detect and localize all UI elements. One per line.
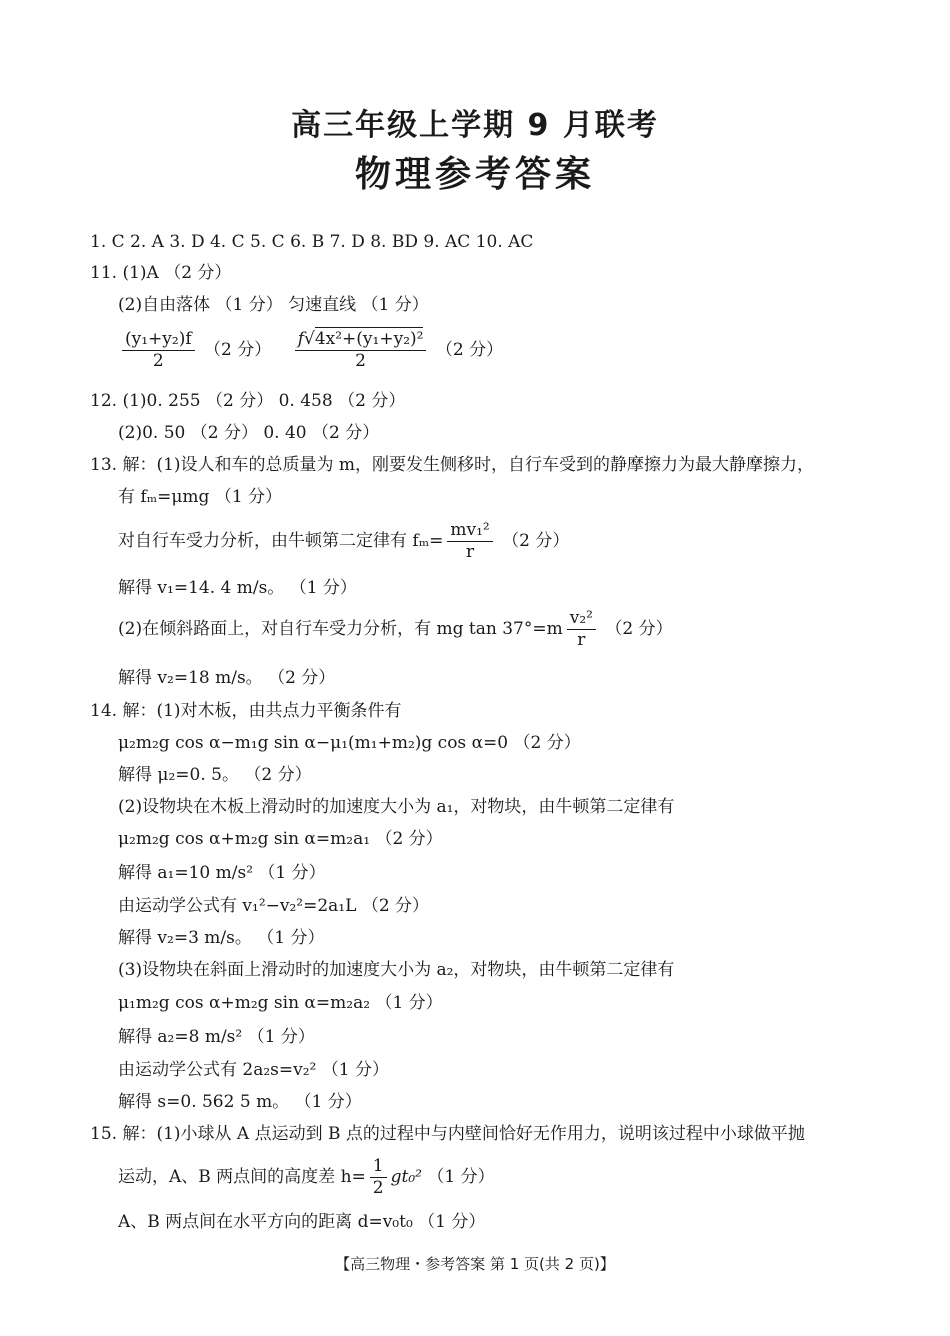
page-footer: 【高三物理・参考答案 第 1 页(共 2 页)】 bbox=[335, 1255, 615, 1273]
q13-frac2-denominator: r bbox=[577, 630, 586, 650]
q14-line12: 由运动学公式有 2a₂s=v₂² （1 分） bbox=[118, 1060, 389, 1080]
q11-line1: 11. (1)A （2 分） bbox=[90, 263, 232, 283]
q13-frac1-denominator: r bbox=[465, 542, 475, 562]
q13-line5-score: （2 分） bbox=[605, 619, 673, 639]
q15-line3: A、B 两点间在水平方向的距离 d=v₀t₀ （1 分） bbox=[118, 1212, 486, 1232]
q11-frac2-prefix: f bbox=[297, 329, 304, 349]
q13-line1: 13. 解：(1)设人和车的总质量为 m，刚要发生侧移时，自行车受到的静摩擦力为最大静摩擦力， bbox=[90, 455, 815, 475]
q13-line2: 有 fₘ=μmg （1 分） bbox=[118, 487, 283, 507]
q14-line13: 解得 s=0. 562 5 m。 （1 分） bbox=[118, 1092, 362, 1112]
q15-line2-tail: gt₀² bbox=[390, 1167, 422, 1187]
q15-line1: 15. 解：(1)小球从 A 点运动到 B 点的过程中与内壁间恰好无作用力，说明该过程中小球做平抛 bbox=[90, 1124, 805, 1144]
answer-key-title: 物理参考答案 bbox=[354, 154, 595, 195]
q13-line4: 解得 v₁=14. 4 m/s。 （1 分） bbox=[118, 578, 357, 598]
q15-frac-numerator: 1 bbox=[370, 1158, 387, 1178]
q11-frac1-denominator: 2 bbox=[152, 351, 164, 371]
q12-line2: (2)0. 50 （2 分） 0. 40 （2 分） bbox=[118, 423, 380, 443]
q13-fraction-2 bbox=[567, 610, 596, 649]
q14-line6: 解得 a₁=10 m/s² （1 分） bbox=[118, 863, 326, 883]
q13-frac1-numerator: mv₁² bbox=[447, 522, 492, 542]
q12-line1: 12. (1)0. 255 （2 分） 0. 458 （2 分） bbox=[90, 391, 406, 411]
q14-line2: μ₂m₂g cos α−m₁g sin α−μ₁(m₁+m₂)g cos α=0 （2 分） bbox=[118, 733, 581, 753]
q11-frac2-denominator: 2 bbox=[355, 351, 366, 371]
q14-line1: 14. 解：(1)对木板，由共点力平衡条件有 bbox=[90, 701, 402, 721]
q14-line7: 由运动学公式有 v₁²−v₂²=2a₁L （2 分） bbox=[118, 896, 430, 916]
q11-fraction-1 bbox=[122, 331, 195, 370]
multiple-choice-answers: 1. C 2. A 3. D 4. C 5. C 6. B 7. D 8. BD 9. AC 10. AC bbox=[90, 232, 534, 252]
q11-fraction-row bbox=[118, 331, 503, 370]
q13-frac2-numerator: v₂² bbox=[567, 610, 596, 630]
q14-line10: μ₁m₂g cos α+m₂g sin α=m₂a₂ （1 分） bbox=[118, 993, 443, 1013]
q13-line5 bbox=[118, 610, 673, 649]
q14-line5: μ₂m₂g cos α+m₂g sin α=m₂a₁ （2 分） bbox=[118, 829, 443, 849]
q14-line9: (3)设物块在斜面上滑动时的加速度大小为 a₂，对物块，由牛顿第二定律有 bbox=[118, 960, 675, 980]
q11-frac2-score: （2 分） bbox=[435, 340, 504, 360]
q15-line2-score: （1 分） bbox=[427, 1167, 495, 1187]
q14-line4: (2)设物块在木板上滑动时的加速度大小为 a₁，对物块，由牛顿第二定律有 bbox=[118, 797, 675, 817]
q13-fraction-1 bbox=[447, 522, 492, 561]
q14-line11: 解得 a₂=8 m/s² （1 分） bbox=[118, 1027, 315, 1047]
q11-frac2-numerator: f√4x²+(y₁+y₂)² bbox=[295, 331, 427, 351]
q13-line6: 解得 v₂=18 m/s。 （2 分） bbox=[118, 668, 336, 688]
exam-title: 高三年级上学期 9 月联考 bbox=[291, 108, 659, 143]
q14-line8: 解得 v₂=3 m/s。 （1 分） bbox=[118, 928, 325, 948]
q15-fraction-half bbox=[370, 1158, 387, 1197]
q11-frac1-numerator: (y₁+y₂)f bbox=[122, 331, 195, 351]
q11-frac1-score: （2 分） bbox=[204, 340, 272, 360]
q13-line3 bbox=[118, 522, 569, 561]
q11-frac2-radicand: 4x²+(y₁+y₂)² bbox=[314, 329, 424, 349]
q14-line3: 解得 μ₂=0. 5。 （2 分） bbox=[118, 765, 312, 785]
q11-line2: (2)自由落体 （1 分） 匀速直线 （1 分） bbox=[118, 295, 429, 315]
q15-line2 bbox=[118, 1158, 495, 1197]
q11-fraction-2 bbox=[295, 331, 427, 370]
q15-line2-text: 运动，A、B 两点间的高度差 h= bbox=[118, 1167, 366, 1187]
q13-line5-text: (2)在倾斜路面上，对自行车受力分析，有 mg tan 37°=m bbox=[118, 619, 563, 639]
q13-line3-text: 对自行车受力分析，由牛顿第二定律有 fₘ= bbox=[118, 531, 444, 551]
q13-line3-score: （2 分） bbox=[502, 531, 570, 551]
q15-frac-denominator: 2 bbox=[372, 1178, 384, 1198]
